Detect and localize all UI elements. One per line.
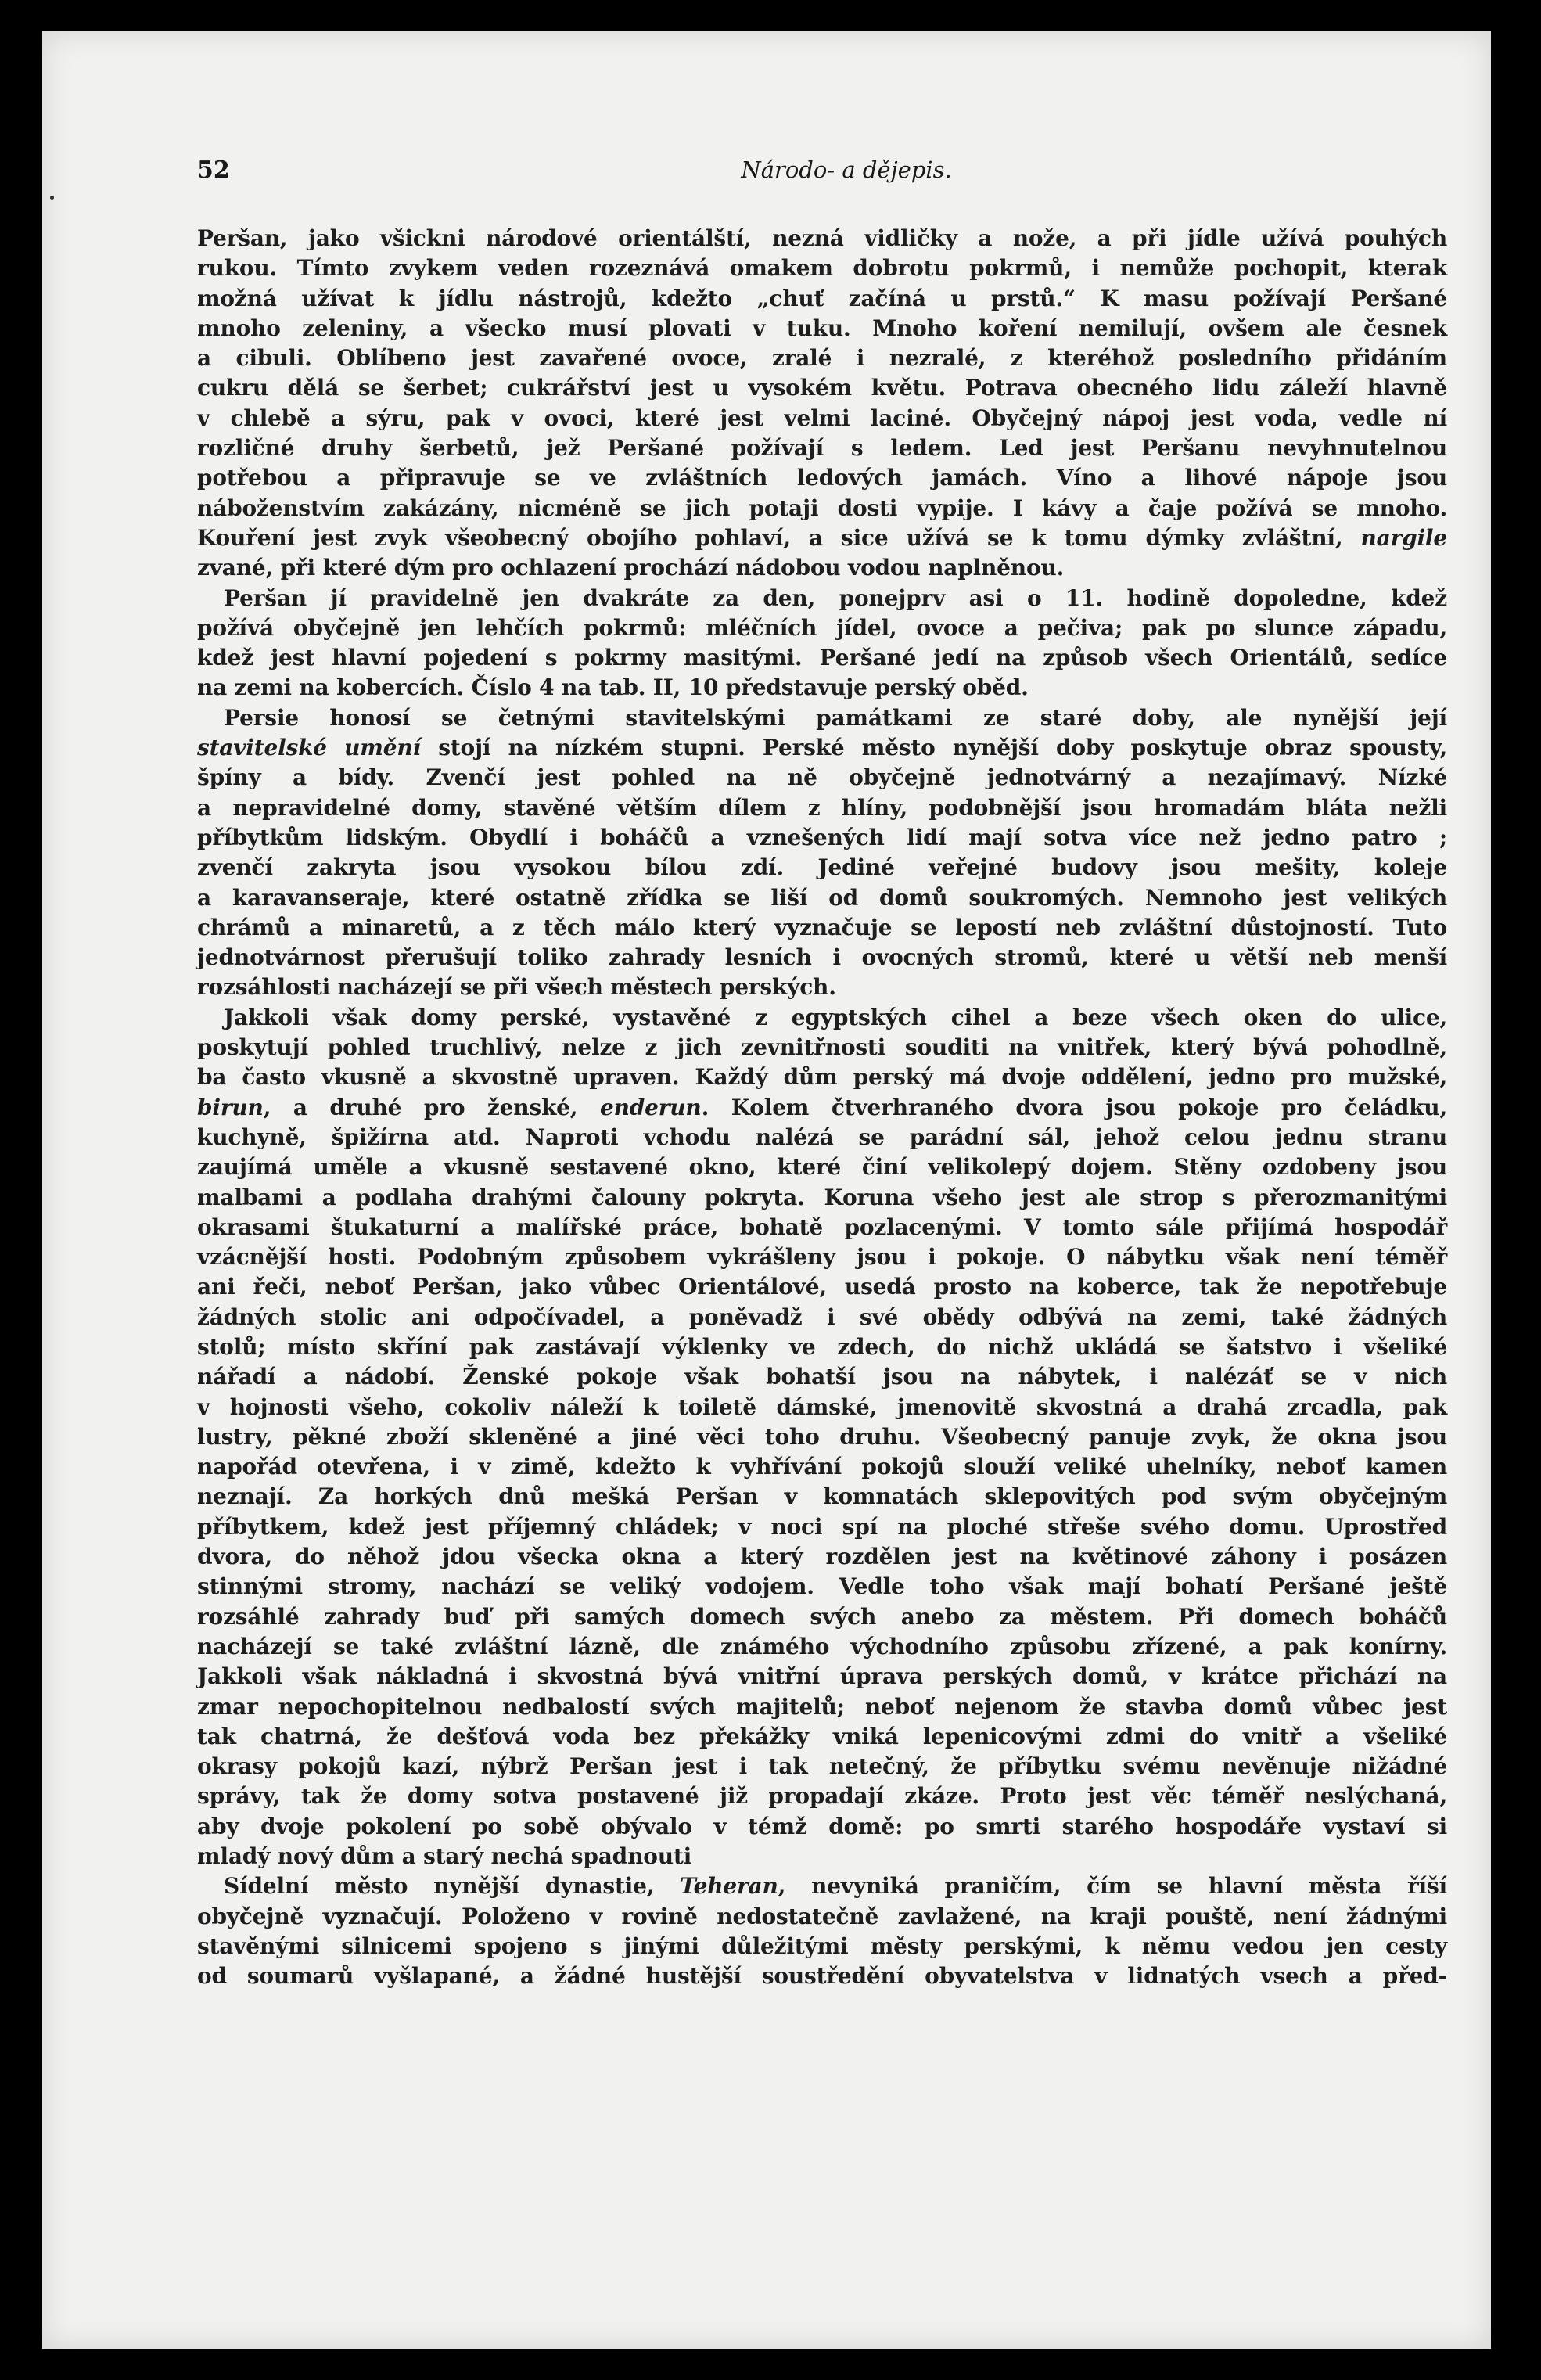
text-line: stinnými stromy, nachází se veliký vodojem. Vedle toho však mají bohatí Peršané ještě (197, 1573, 1447, 1600)
text-line: zvané, při které dým pro ochlazení prochází nádobou vodou naplněnou. (197, 555, 1065, 581)
text-line: mladý nový dům a starý nechá spadnouti (197, 1843, 692, 1870)
text-line: v hojnosti všeho, cokoliv náleží k toiletě dámské, jmenovitě skvostná a drahá zrcadla, pak (197, 1393, 1447, 1420)
text-line: špíny a bídy. Zvenčí jest pohled na ně obyčejně jednotvárný a nezajímavý. Nízké (197, 764, 1447, 791)
text-line: a karavanseraje, které ostatně zřídka se liší od domů soukromých. Nemnoho jest velikých (197, 884, 1447, 911)
text-line: možná užívat k jídlu nástrojů, kdežto „chuť začíná u prstů.“ K masu požívají Peršané (197, 285, 1447, 311)
text-line: stavěnými silnicemi spojeno s jinými důležitými městy perskými, k němu vedou jen cesty (197, 1932, 1447, 1959)
text-line: vzácnější hosti. Podobným způsobem vykrášleny jsou i pokoje. O nábytku však není téměř (197, 1244, 1447, 1271)
text-line: ani řeči, neboť Peršan, jako vůbec Orientálové, usedá prosto na koberce, tak že nepotřebuje (197, 1274, 1447, 1300)
text-line: správy, tak že domy sotva postavené již propadají zkáze. Proto jest věc téměř neslýchaná, (197, 1783, 1447, 1810)
text-line: chrámů a minaretů, a z těch málo který vyznačuje se lepostí neb zvláštní důstojností. Tuto (197, 914, 1447, 940)
text-line: od soumarů vyšlapané, a žádné hustější soustředění obyvatelstva v lidnatých vsech a před- (197, 1963, 1447, 1990)
text-line: poskytují pohled truchlivý, nelze z jich zevnitřnosti souditi na vnitřek, který bývá pohodlně, (197, 1034, 1447, 1061)
text-line: neznají. Za horkých dnů mešká Peršan v komnatách sklepovitých pod svým obyčejným (197, 1483, 1447, 1510)
text-line: rukou. Tímto zvykem veden rozeznává omakem dobrotu pokrmů, i nemůže pochopit, kterak (197, 255, 1447, 282)
text-line: potřebou a připravuje se ve zvláštních ledových jamách. Víno a lihové nápoje jsou (197, 465, 1447, 491)
text-line: nacházejí se také zvláštní lázně, dle známého východního způsobu zřízené, a pak konírny. (197, 1633, 1447, 1659)
text-line: kdež jest hlavní pojedení s pokrmy masitými. Peršané jedí na způsob všech Orientálů, sedíce (197, 645, 1447, 671)
running-title: Národo- a dějepis. (741, 156, 952, 183)
text-line: malbami a podlaha drahými čalouny pokryta. Koruna všeho jest ale strop s přerozmanitými (197, 1184, 1447, 1210)
text-line: na zemi na kobercích. Číslo 4 na tab. II, 10 představuje perský oběd. (197, 674, 1029, 701)
text-line: jednotvárnost přerušují toliko zahrady lesních i ovocných stromů, které u větší neb menší (197, 944, 1447, 971)
text-line: napořád otevřena, i v zimě, kdežto k vyhřívání pokojů slouží veliké uhelníky, neboť kamen (197, 1454, 1447, 1480)
text-line: příbytkem, kdež jest příjemný chládek; v noci spí na ploché střeše svého domu. Uprostřed (197, 1513, 1447, 1540)
text-line: Jakkoli však domy perské, vystavěné z egyptských cihel a beze všech oken do ulice, (224, 1004, 1447, 1030)
text-line: nářadí a nádobí. Ženské pokoje však bohatší jsou na nábytek, i nalézáť se v nich (197, 1364, 1447, 1390)
text-line: Persie honosí se četnými stavitelskými památkami ze staré doby, ale nynější její (224, 704, 1447, 731)
text-line: žádných stolic ani odpočívadel, a poněvadž i své obědy odbývá na zemi, také žádných (197, 1303, 1447, 1330)
text-line: kuchyně, špižírna atd. Naproti vchodu nalézá se parádní sál, jehož celou jednu stranu (197, 1123, 1447, 1150)
text-line: zaujímá uměle a vkusně sestavené okno, které činí velikolepý dojem. Stěny ozdobeny jsou (197, 1154, 1447, 1181)
text-line: a cibuli. Oblíbeno jest zavařené ovoce, zralé i nezralé, z kteréhož posledního přidáním (197, 345, 1447, 372)
text-line: požívá obyčejně jen lehčích pokrmů: mléčních jídel, ovoce a pečiva; pak po slunce západu, (197, 614, 1447, 641)
text-line: mnoho zeleniny, a všecko musí plovati v tuku. Mnoho koření nemilují, ovšem ale česnek (197, 315, 1447, 341)
text-line: Sídelní město nynější dynastie, Teheran, nevyniká praničím, čím se hlavní města říší (224, 1873, 1447, 1900)
text-line: stavitelské umění stojí na nízkém stupni. Perské město nynější doby poskytuje obraz spousty, (197, 735, 1447, 761)
text-line: birun, a druhé pro ženské, enderun. Kolem čtverhraného dvora jsou pokoje pro čeládku, (197, 1094, 1447, 1120)
text-line: příbytkům lidským. Obydlí i boháčů a vznešených lidí mají sotva více než jedno patro ; (197, 824, 1447, 850)
text-line: náboženstvím zakázány, nicméně se jich potaji dosti vypije. I kávy a čaje požívá se mnoho. (197, 494, 1447, 521)
text-line: rozsáhlé zahrady buď při samých domech svých anebo za městem. Při domech boháčů (197, 1603, 1447, 1630)
page-number: 52 (197, 156, 230, 184)
text-line: okrasami štukaturní a malířské práce, bohatě pozlacenými. V tomto sále přijímá hospodář (197, 1213, 1447, 1240)
ink-speck (50, 196, 54, 200)
text-line: v chlebě a sýru, pak v ovoci, které jest velmi laciné. Obyčejný nápoj jest voda, vedle ní (197, 404, 1447, 431)
text-line: Peršan jí pravidelně jen dvakráte za den, ponejprv asi o 11. hodině dopoledne, kdež (224, 584, 1447, 611)
text-line: Kouření jest zvyk všeobecný obojího pohlaví, a sice užívá se k tomu dýmky zvláštní, nargile (197, 524, 1447, 551)
text-line: stolů; místo skříní pak zastávají výklenky ve zdech, do nichž ukládá se šatstvo i všeliké (197, 1333, 1447, 1360)
text-line: dvora, do něhož jdou všecka okna a který rozdělen jest na květinové záhony i posázen (197, 1544, 1447, 1570)
text-line: Jakkoli však nákladná i skvostná bývá vnitřní úprava perských domů, v krátce přichází na (197, 1663, 1447, 1690)
text-line: aby dvoje pokolení po sobě obývalo v témž domě: po smrti starého hospodáře vystaví si (197, 1813, 1447, 1839)
text-line: rozličné druhy šerbetů, jež Peršané požívají s ledem. Led jest Peršanu nevyhnutelnou (197, 435, 1447, 462)
text-line: lustry, pěkné zboží skleněné a jiné věci toho druhu. Všeobecný panuje zvyk, že okna jsou (197, 1423, 1447, 1450)
text-line: zmar nepochopitelnou nedbalostí svých majitelů; neboť nejenom že stavba domů vůbec jest (197, 1693, 1447, 1720)
text-line: tak chatrná, že dešťová voda bez překážky vniká lepenicovými zdmi do vnitř a všeliké (197, 1723, 1447, 1749)
body-text (197, 224, 1447, 1992)
page-header (197, 156, 1449, 188)
text-line: obyčejně vyznačují. Položeno v rovině nedostatečně zavlažené, na kraji pouště, není žádnými (197, 1903, 1447, 1929)
text-line: zvenčí zakryta jsou vysokou bílou zdí. Jediné veřejné budovy jsou mešity, koleje (197, 854, 1447, 881)
text-line: okrasy pokojů kazí, nýbrž Peršan jest i tak netečný, že příbytku svému nevěnuje nižádné (197, 1753, 1447, 1780)
text-line: a nepravidelné domy, stavěné větším dílem z hlíny, podobnější jsou hromadám bláta nežli (197, 794, 1447, 821)
text-line: ba často vkusně a skvostně upraven. Každý dům perský má dvoje oddělení, jedno pro mužské, (197, 1064, 1447, 1091)
text-line: cukru dělá se šerbet; cukrářství jest u vysokém květu. Potrava obecného lidu záleží hlavně (197, 375, 1447, 401)
text-line: Peršan, jako všickni národové orientálští, nezná vidličky a nože, a při jídle užívá pouhých (197, 225, 1447, 251)
text-line: rozsáhlosti nacházejí se při všech městech perských. (197, 974, 836, 1001)
